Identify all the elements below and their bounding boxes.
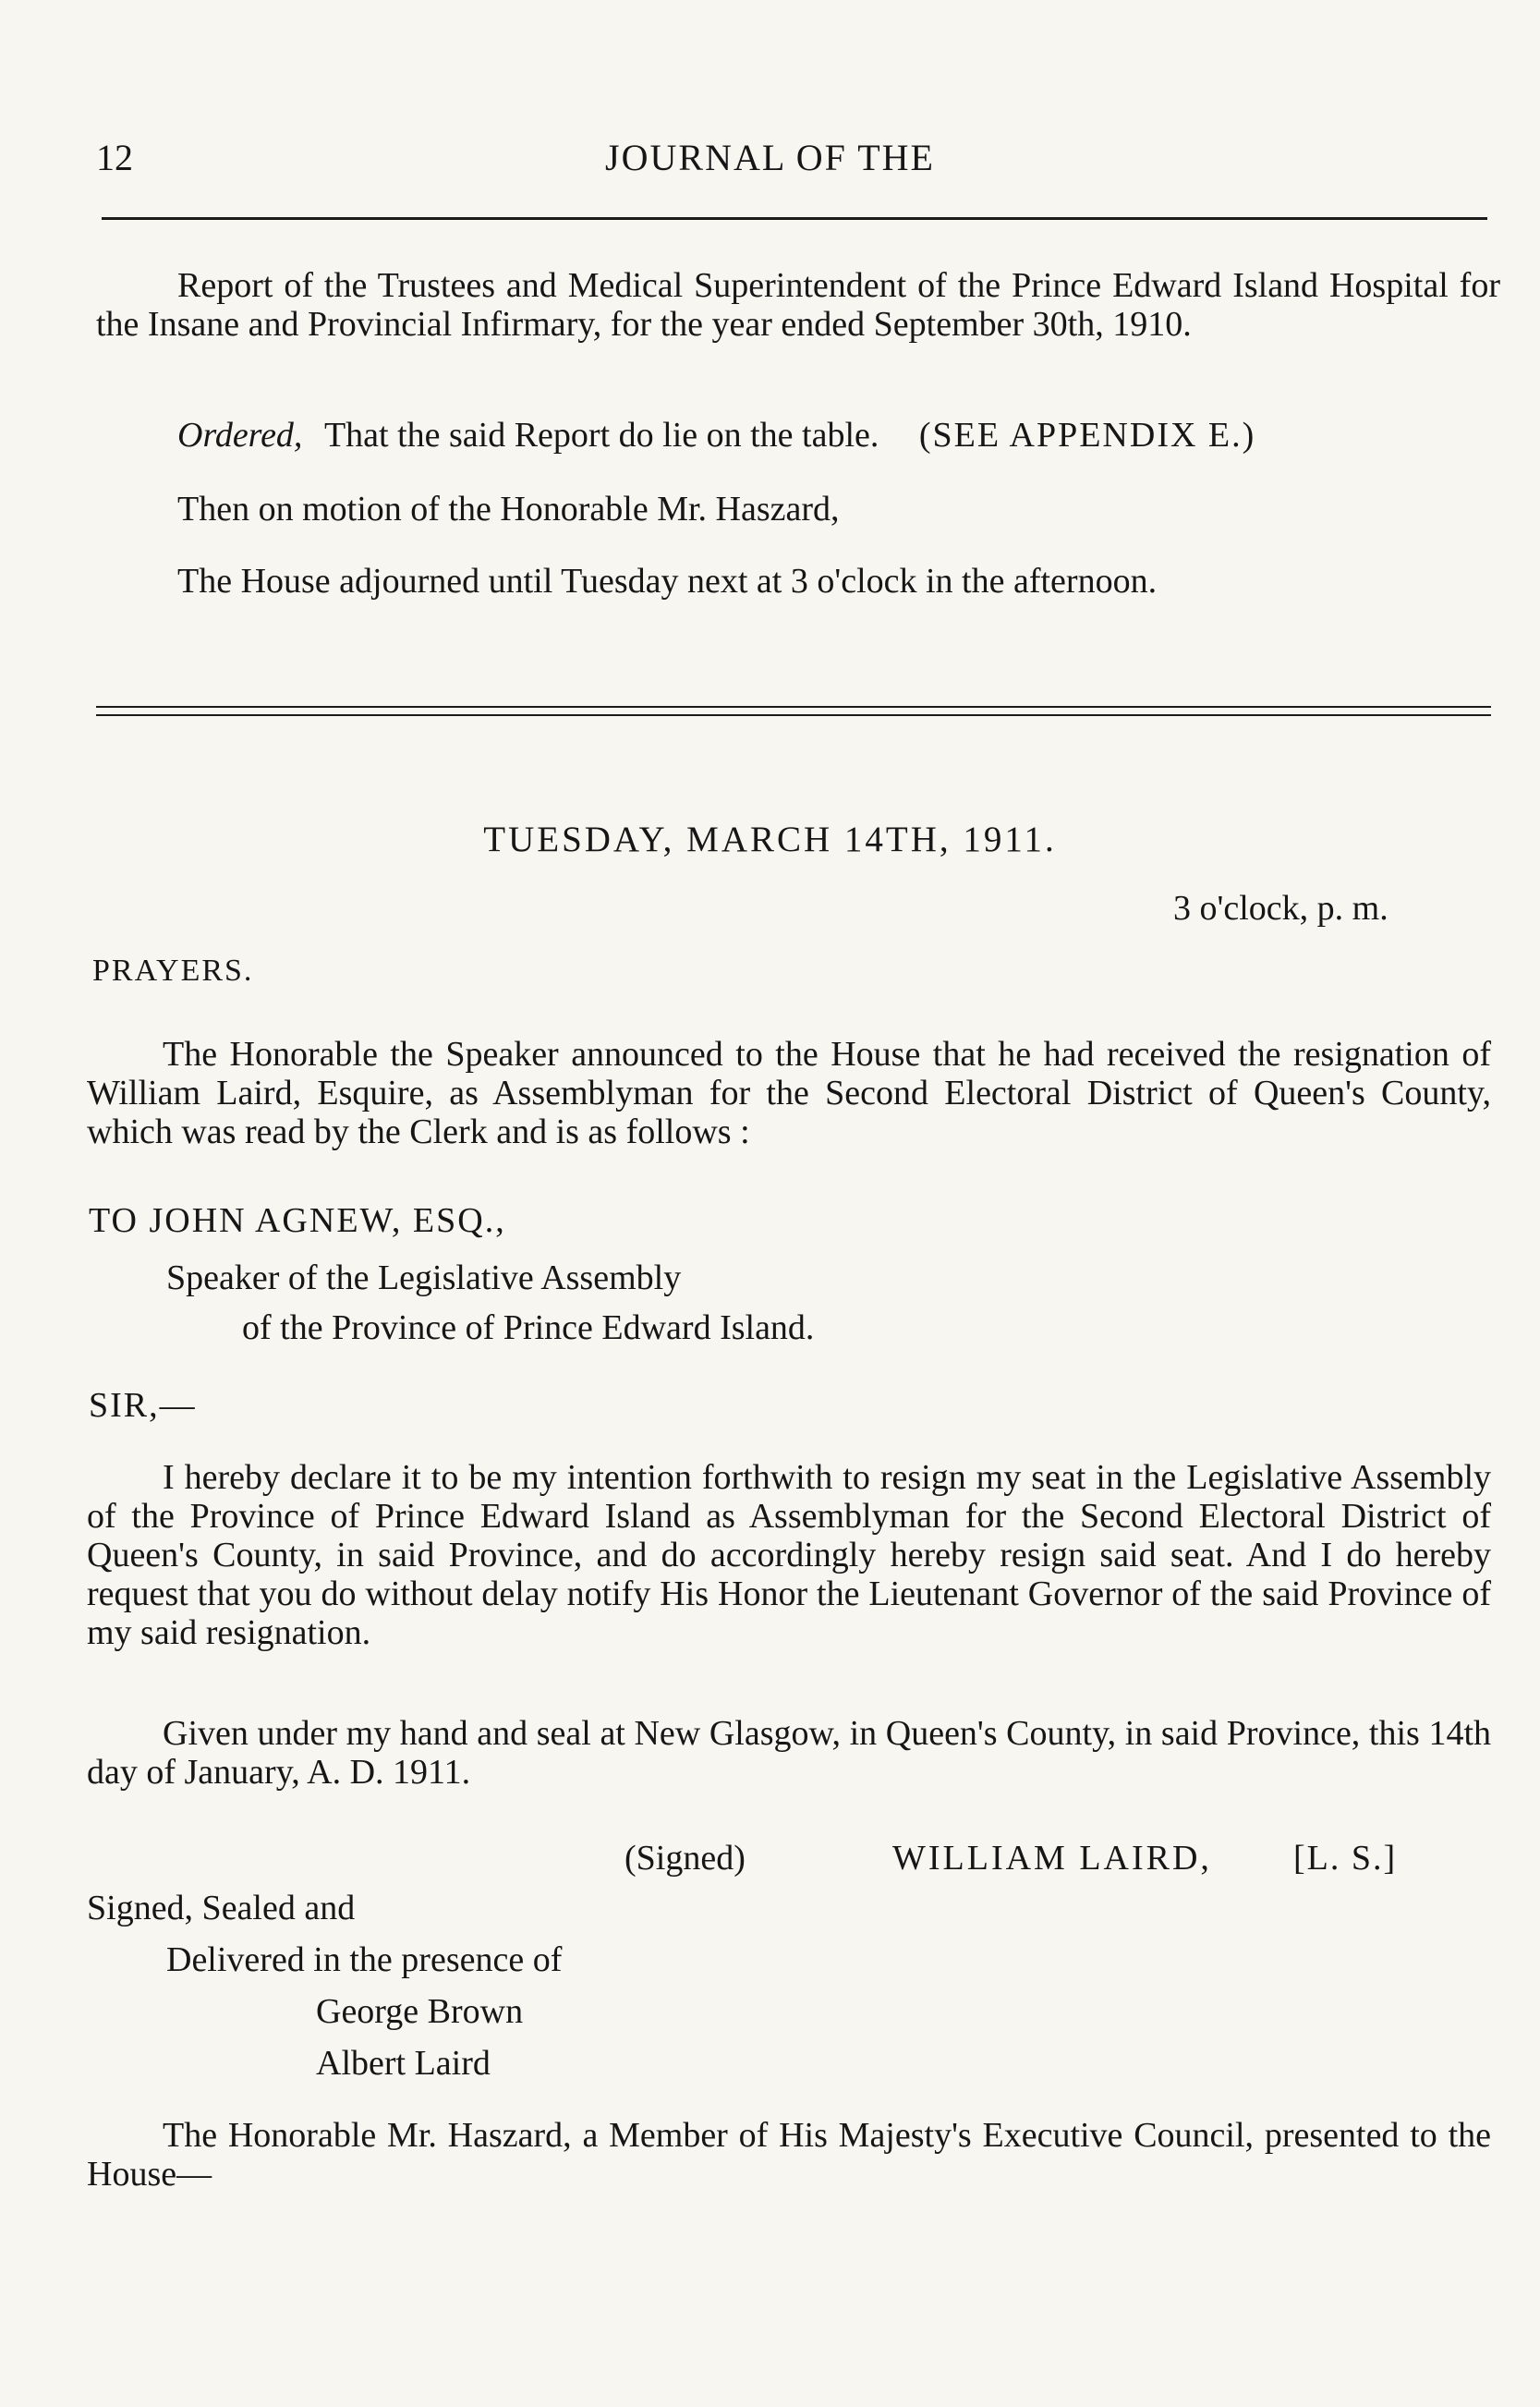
session-time: 3 o'clock, p. m. (1173, 889, 1388, 928)
letter-to-line: TO JOHN AGNEW, ESQ., (89, 1201, 506, 1240)
running-title: JOURNAL OF THE (605, 137, 935, 178)
closing-paragraph: The Honorable Mr. Haszard, a Member of His Majesty's Executive Council, presented to the House— (87, 2116, 1491, 2194)
ordered-line (177, 416, 1255, 455)
prayers-label: PRAYERS. (92, 954, 254, 988)
witness-intro-line-1: Signed, Sealed and (87, 1889, 356, 1927)
signatory-name: WILLIAM LAIRD, (892, 1839, 1212, 1878)
appendix-reference: (SEE APPENDIX E.) (918, 416, 1256, 455)
ordered-word: Ordered, (177, 416, 303, 455)
witness-intro-line-2: Delivered in the presence of (166, 1940, 563, 1979)
letter-given-under: Given under my hand and seal at New Glasgow, in Queen's County, in said Province, this 14th day of January, A. D. 1911. (87, 1714, 1491, 1792)
separator-rule-bottom (96, 714, 1491, 716)
witness-name: George Brown (316, 1992, 524, 2031)
seal-mark: [L. S.] (1293, 1839, 1398, 1878)
signed-label: (Signed) (624, 1839, 746, 1878)
header-rule (102, 217, 1487, 220)
witness-name: Albert Laird (316, 2044, 491, 2083)
separator-rule-top (96, 706, 1491, 708)
motion-line: Then on motion of the Honorable Mr. Haszard, (177, 490, 840, 529)
letter-salutation: SIR,— (89, 1386, 197, 1425)
session-date-heading: TUESDAY, MARCH 14TH, 1911. (483, 820, 1057, 859)
letter-declaration: I hereby declare it to be my intention forthwith to resign my seat in the Legislative Assembly of the Province of Prince Edward Island as Assemblyman for the Second Electoral District of Queen's County, in said Province, and do accordingly hereby resign said seat. And I do hereby request that you do without delay notify His Honor the Lieutenant Governor of the said Province of my said resignation. (87, 1458, 1491, 1652)
letter-addressee-title: Speaker of the Legislative Assembly (166, 1258, 682, 1297)
page-number: 12 (96, 137, 133, 178)
report-paragraph: Report of the Trustees and Medical Superintendent of the Prince Edward Island Hospital for the Insane and Provincial Infirmary, for the year ended September 30th, 1910. (96, 266, 1500, 344)
speaker-announcement: The Honorable the Speaker announced to the House that he had received the resignation of William Laird, Esquire, as Assemblyman for the Second Electoral District of Queen's County, which was read by the Clerk and is as follows : (87, 1035, 1491, 1151)
adjourn-line: The House adjourned until Tuesday next at 3 o'clock in the afternoon. (177, 562, 1158, 601)
ordered-text: That the said Report do lie on the table. (323, 416, 879, 455)
letter-addressee-province: of the Province of Prince Edward Island. (242, 1308, 815, 1347)
